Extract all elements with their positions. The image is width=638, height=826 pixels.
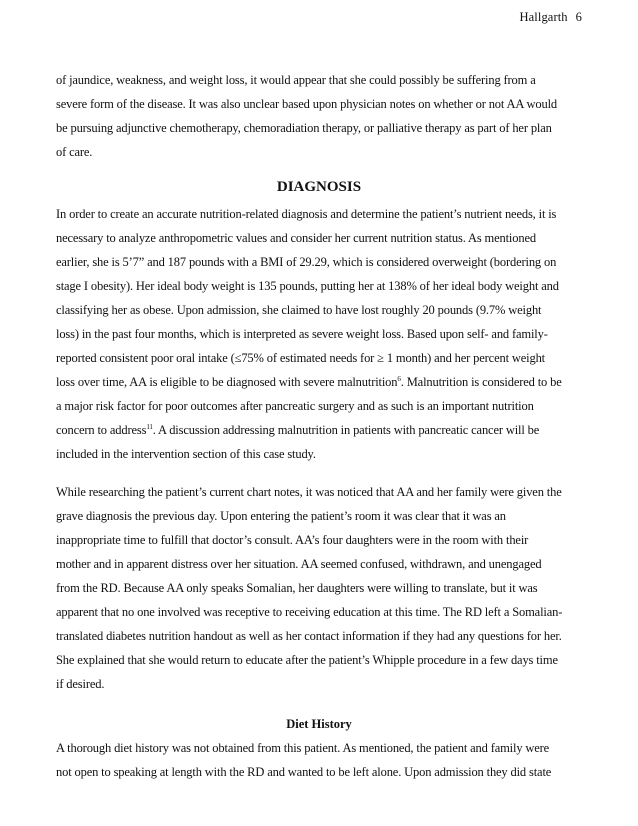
paragraph-line: necessary to analyze anthropometric values and consider her current nutrition status. As mentioned bbox=[56, 231, 536, 245]
paragraph-line: While researching the patient’s current chart notes, it was noticed that AA and her family were given the bbox=[56, 485, 562, 499]
paragraph-line: severe form of the disease. It was also unclear based upon physician notes on whether or not AA would bbox=[56, 97, 558, 111]
paragraph-line: grave diagnosis the previous day. Upon entering the patient’s room it was clear that it was an bbox=[56, 509, 506, 523]
paragraph-line: of jaundice, weakness, and weight loss, it would appear that she could possibly be suffering from a bbox=[56, 73, 536, 87]
page-header bbox=[520, 10, 582, 25]
text-run: loss over time, AA is eligible to be diagnosed with severe malnutrition bbox=[56, 375, 398, 389]
paragraph-line bbox=[56, 423, 539, 438]
paragraph-line: inappropriate time to fulfill that doctor’s consult. AA’s four daughters were in the room with their bbox=[56, 533, 529, 547]
header-author: Hallgarth bbox=[519, 10, 568, 24]
paragraph-line: classifying her as obese. Upon admission, she claimed to have lost roughly 20 pounds (9.7% weight bbox=[56, 303, 542, 317]
paragraph-line: included in the intervention section of this case study. bbox=[56, 447, 316, 461]
paragraph-line: of care. bbox=[56, 145, 93, 159]
header-page-number: 6 bbox=[575, 10, 582, 24]
paragraph-line: from the RD. Because AA only speaks Somalian, her daughters were willing to translate, but it was bbox=[56, 581, 538, 595]
text-run: concern to address bbox=[56, 423, 147, 437]
paragraph-line: loss) in the past four months, which is interpreted as severe weight loss. Based upon self- and family- bbox=[56, 327, 548, 341]
paragraph-line: In order to create an accurate nutrition-related diagnosis and determine the patient’s nutrient needs, it is bbox=[56, 207, 557, 221]
paragraph-line: mother and in apparent distress over her situation. AA seemed confused, withdrawn, and unengaged bbox=[56, 557, 542, 571]
section-heading-diagnosis: DIAGNOSIS bbox=[276, 179, 362, 195]
section-heading-diet-history: Diet History bbox=[286, 717, 352, 731]
paragraph-line: apparent that no one involved was receptive to receiving education at this time. The RD left a Somalian- bbox=[56, 605, 563, 619]
paragraph-line: be pursuing adjunctive chemotherapy, chemoradiation therapy, or palliative therapy as part of her plan bbox=[56, 121, 552, 135]
paragraph-line: if desired. bbox=[56, 677, 105, 691]
paragraph-line: a major risk factor for poor outcomes after pancreatic surgery and as such is an important nutrition bbox=[56, 399, 534, 413]
paragraph-line: stage I obesity). Her ideal body weight is 135 pounds, putting her at 138% of her ideal body weight and bbox=[56, 279, 559, 293]
text-run: . Malnutrition is considered to be bbox=[400, 375, 562, 389]
paragraph-line: She explained that she would return to educate after the patient’s Whipple procedure in a few days time bbox=[56, 653, 558, 667]
paragraph-line: reported consistent poor oral intake (≤75% of estimated needs for ≥ 1 month) and her percent weight bbox=[56, 351, 545, 365]
paragraph-line: A thorough diet history was not obtained from this patient. As mentioned, the patient and family were bbox=[56, 741, 550, 755]
citation-ref: 11 bbox=[146, 423, 153, 431]
text-run: . A discussion addressing malnutrition in patients with pancreatic cancer will be bbox=[152, 423, 540, 437]
paragraph-line: translated diabetes nutrition handout as well as her contact information if they had any questions for her. bbox=[56, 629, 562, 643]
citation-ref: 6 bbox=[397, 375, 401, 383]
paragraph-line bbox=[56, 375, 562, 390]
paragraph-line: not open to speaking at length with the RD and wanted to be left alone. Upon admission they did state bbox=[56, 765, 552, 779]
paragraph-line: earlier, she is 5’7” and 187 pounds with a BMI of 29.29, which is considered overweight (bordering on bbox=[56, 255, 557, 269]
